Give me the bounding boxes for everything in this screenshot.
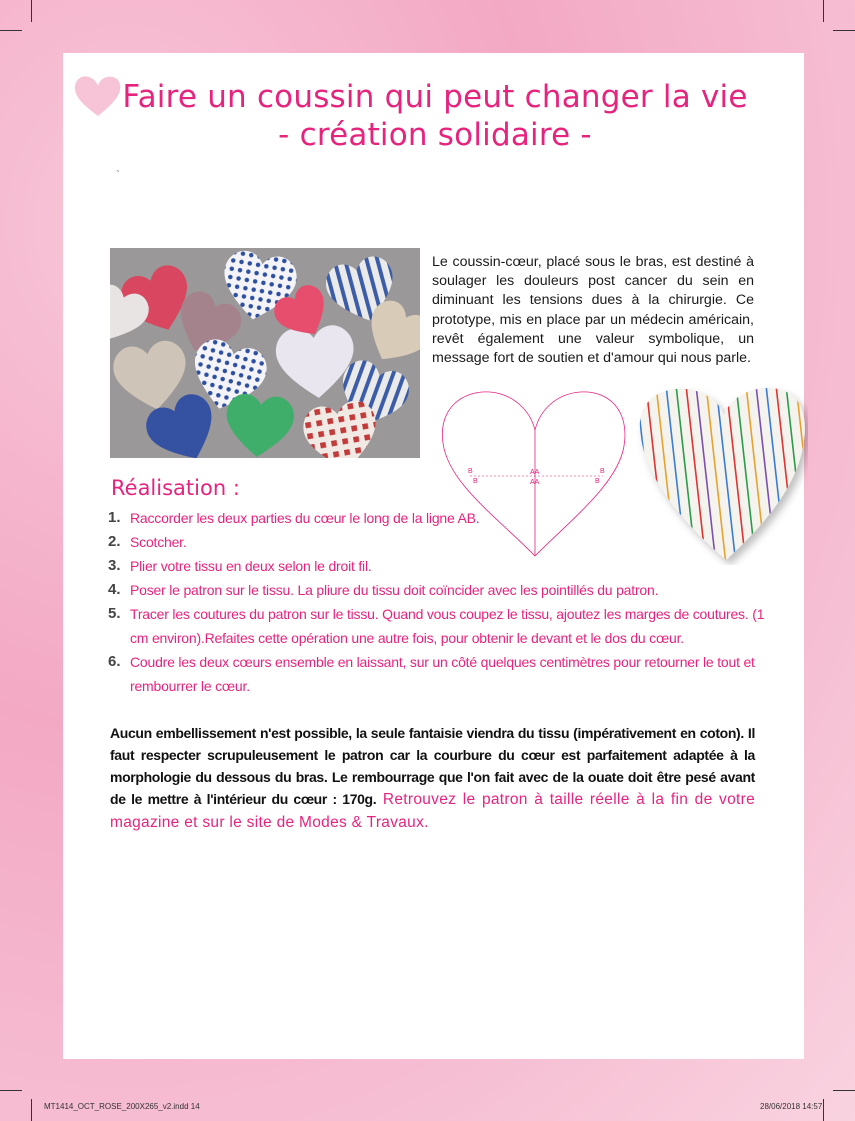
stray-mark: ` [116,168,120,182]
list-item: 1. Raccorder les deux parties du cœur le long de la ligne AB. [108,509,480,526]
crop-mark [823,1099,824,1121]
pattern-label-aa: AA [530,479,540,486]
pattern-label-b: B [595,478,600,485]
title-line-2: - création solidaire - [278,117,592,153]
heart-cushions-photo [110,248,420,458]
list-item: 2. Scotcher. [108,533,187,550]
crop-mark [0,1090,22,1091]
list-item: 4. Poser le patron sur le tissu. La pliure du tissu doit coïncider avec les pointillés du patron. [108,581,659,598]
cushions-illustration [110,248,420,458]
list-item: 5. Tracer les coutures du patron sur le tissu. Quand vous coupez le tissu, ajoutez les marges de coutures. (1 cm environ).Refaites cette opération une autre fois, pour obtenir le devant et le dos du cœur. [108,605,765,646]
crop-mark [31,0,32,22]
crop-mark [31,1099,32,1121]
list-item: 6. Coudre les deux cœurs ensemble en laissant, sur un côté quelques centimètres pour retourner le tout et rembourrer le cœur. [108,653,755,694]
pattern-link-text: Retrouvez le patron à taille réelle à la fin de votre magazine et sur le site de Modes & Travaux. [110,791,756,831]
footer-file-slug: MT1414_OCT_ROSE_200X265_v2.indd 14 [44,1102,200,1111]
intro-paragraph: Le coussin-cœur, placé sous le bras, est destiné à soulager les douleurs post cancer du sein en diminuant les tensions dues à la chirurgie. Ce prototype, mis en place par un médecin américain, revêt également une valeur symbolique, un message fort de soutien et d'amour qui nous parle. [432,254,754,367]
crop-mark [823,0,824,22]
pattern-label-b: B [600,468,605,475]
pattern-label-b: B [473,478,478,485]
crop-mark [833,30,855,31]
crop-mark [833,1090,855,1091]
pattern-label-aa: AA [530,469,540,476]
pattern-label-b: B [468,468,473,475]
section-title-realisation: Réalisation : [111,476,240,500]
closing-paragraph [110,722,755,834]
list-item: 3. Plier votre tissu en deux selon le droit fil. [108,557,372,574]
title-line-1: Faire un coussin qui peut changer la vie [122,79,748,115]
steps-list [108,506,768,698]
crop-mark [0,30,22,31]
page-title [100,78,770,154]
closing-bold-text: Aucun embellissement n'est possible, la seule fantaisie viendra du tissu (impérativement en coton). Il faut respecter scrupuleusement le patron car la courbure du cœur est parfaitement adaptée à la morphologie du dessous du bras. Le rembourrage que l'on fait avec de la ouate doit être pesé avant de le mettre à l'intérieur du cœur : 170g. [110,725,755,807]
footer-date: 28/06/2018 14:57 [760,1102,823,1111]
